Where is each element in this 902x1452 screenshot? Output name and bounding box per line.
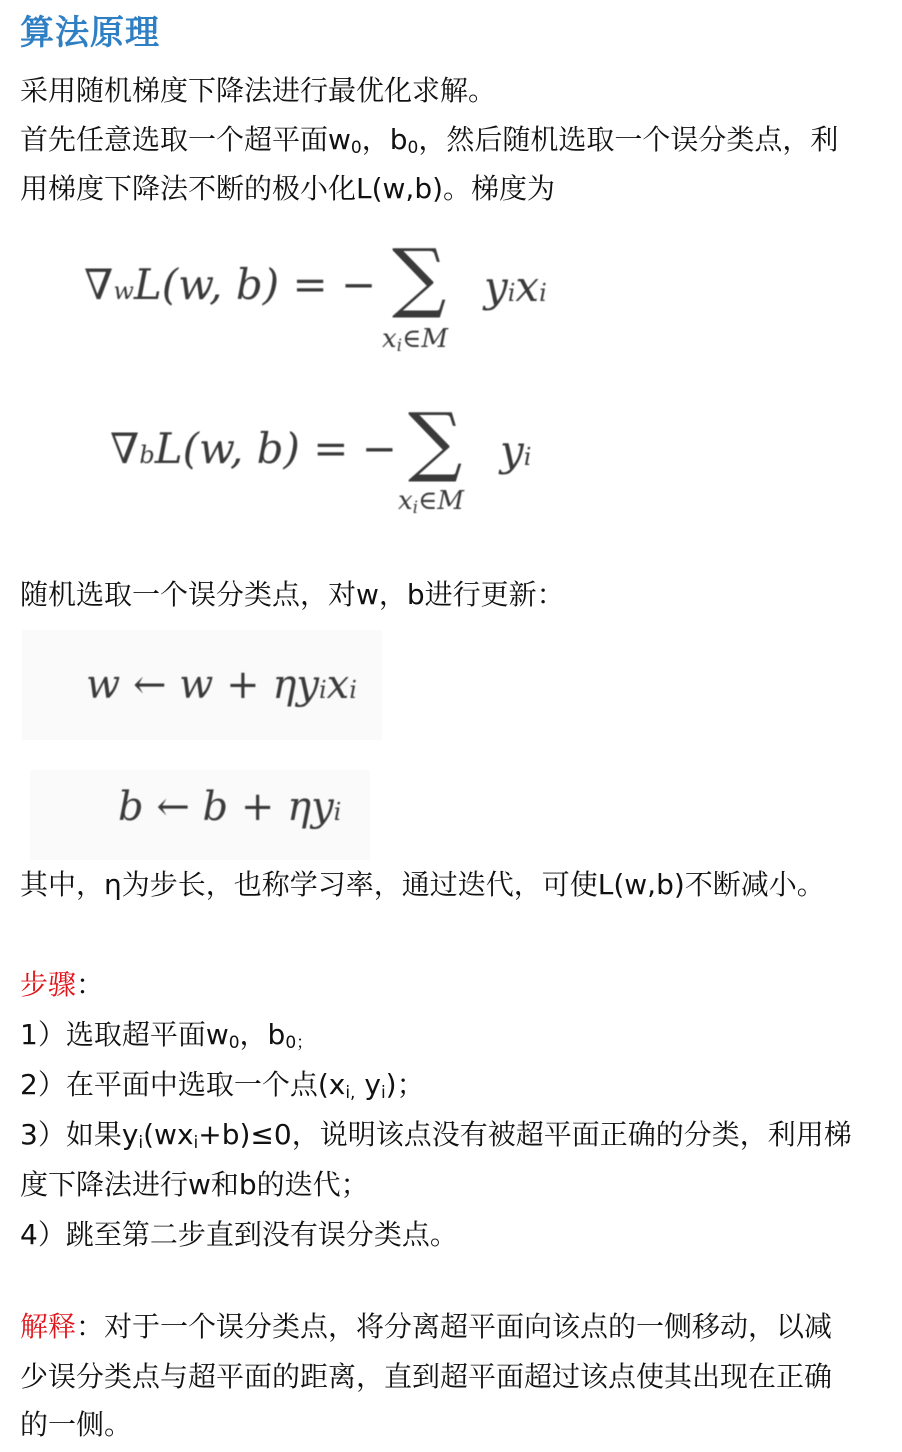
update-w-part-b: x (326, 662, 350, 708)
explain-line-1-text: ：对于一个误分类点，将分离超平面向该点的一侧移动，以减 (76, 1310, 833, 1343)
update-b-sub1: i (333, 798, 342, 826)
explain-line-2: 少误分类点与超平面的距离，直到超平面超过该点使其出现在正确 (20, 1360, 833, 1393)
gradient-w-under-x: x (382, 324, 397, 354)
gradient-b-term-y: y (500, 426, 524, 475)
step-2-part-c: )； (385, 1068, 425, 1101)
step-2 (20, 1060, 425, 1110)
gradient-b-under-rest: ∈M (418, 486, 464, 516)
gradient-w-term (484, 262, 547, 311)
step-1-sub-1: 0 (228, 1033, 240, 1053)
explain-line-3: 的一侧。 (20, 1408, 133, 1441)
gradient-b-term (500, 426, 531, 475)
gradient-w-under-rest: ∈M (402, 324, 448, 354)
gradient-w-term-y: y (484, 262, 508, 311)
explain-line-1 (20, 1302, 832, 1352)
update-formula-w (86, 662, 357, 708)
step-2-part-a: 2）在平面中选取一个点(x (20, 1068, 346, 1101)
gradient-w-lhs-rest: L(w, b) = − (133, 260, 377, 309)
steps-heading-colon: ： (76, 968, 105, 1001)
step-1-sub-2: 0； (285, 1033, 314, 1053)
gradient-b-under-x: x (398, 486, 413, 516)
update-w-sub2: i (349, 676, 357, 704)
step-4: 4）跳至第二步直到没有误分类点。 (20, 1218, 458, 1251)
step-3-part-a: 3）如果y (20, 1118, 139, 1151)
gradient-w-term-sub1: i (507, 279, 516, 307)
gradient-b-lhs (110, 424, 397, 473)
intro-line-2-part-a: 首先任意选取一个超平面w (20, 123, 351, 156)
update-w-part-a: w ← w + ηy (86, 662, 319, 708)
gradient-b-lhs-sub: b (139, 441, 155, 469)
explain-heading: 解释 (20, 1310, 77, 1343)
intro-line-2 (20, 115, 838, 165)
gradient-b-under (398, 486, 464, 516)
gradient-w-under-sub: i (396, 336, 403, 356)
intro-line-2-part-c: ，然后随机选取一个误分类点，利 (418, 123, 839, 156)
gradient-w-term-sub2: i (539, 279, 547, 307)
gradient-b-under-sub: i (412, 498, 419, 518)
step-1-part-b: ，b (239, 1018, 286, 1051)
gradient-b-term-sub1: i (523, 443, 532, 471)
update-intro: 随机选取一个误分类点，对w，b进行更新： (20, 578, 565, 611)
gradient-w-nabla: ∇ (84, 260, 114, 309)
intro-line-2-sub-2: 0 (407, 138, 419, 158)
step-3-sub-1: i (138, 1133, 144, 1153)
gradient-b-nabla: ∇ (110, 424, 140, 473)
step-3-continued: 度下降法进行w和b的迭代； (20, 1168, 369, 1201)
gradient-w-sigma: ∑ (392, 232, 447, 321)
page-title: 算法原理 (20, 13, 160, 53)
step-3-part-c: +b)≤0，说明该点没有被超平面正确的分类，利用梯 (198, 1118, 852, 1151)
eta-note: 其中，η为步长，也称学习率，通过迭代，可使L(w,b)不断减小。 (20, 868, 825, 901)
gradient-b-sigma: ∑ (408, 396, 463, 485)
intro-line-1: 采用随机梯度下降法进行最优化求解。 (20, 74, 497, 107)
step-3-sub-2: i (193, 1133, 199, 1153)
intro-line-2-part-b: ，b (361, 123, 408, 156)
steps-heading-label: 步骤 (20, 968, 77, 1001)
gradient-w-term-x: x (515, 262, 540, 311)
step-2-part-b: y (355, 1068, 381, 1101)
gradient-w-lhs-sub: w (113, 277, 134, 305)
steps-heading (20, 960, 104, 1010)
step-3-part-b: (wx (143, 1118, 194, 1151)
step-1 (20, 1010, 313, 1060)
update-formula-b (118, 784, 341, 830)
step-2-sub-2: i (380, 1083, 386, 1103)
gradient-w-under (382, 324, 448, 354)
intro-line-3: 用梯度下降法不断的极小化L(w,b)。梯度为 (20, 172, 556, 205)
gradient-w-lhs (84, 260, 376, 309)
update-w-sub1: i (318, 676, 327, 704)
gradient-b-lhs-rest: L(w, b) = − (154, 424, 398, 473)
step-2-sub-1: i, (345, 1083, 356, 1103)
step-1-part-a: 1）选取超平面w (20, 1018, 229, 1051)
update-b-part-a: b ← b + ηy (118, 784, 334, 830)
intro-line-2-sub-1: 0 (350, 138, 362, 158)
step-3 (20, 1110, 852, 1160)
